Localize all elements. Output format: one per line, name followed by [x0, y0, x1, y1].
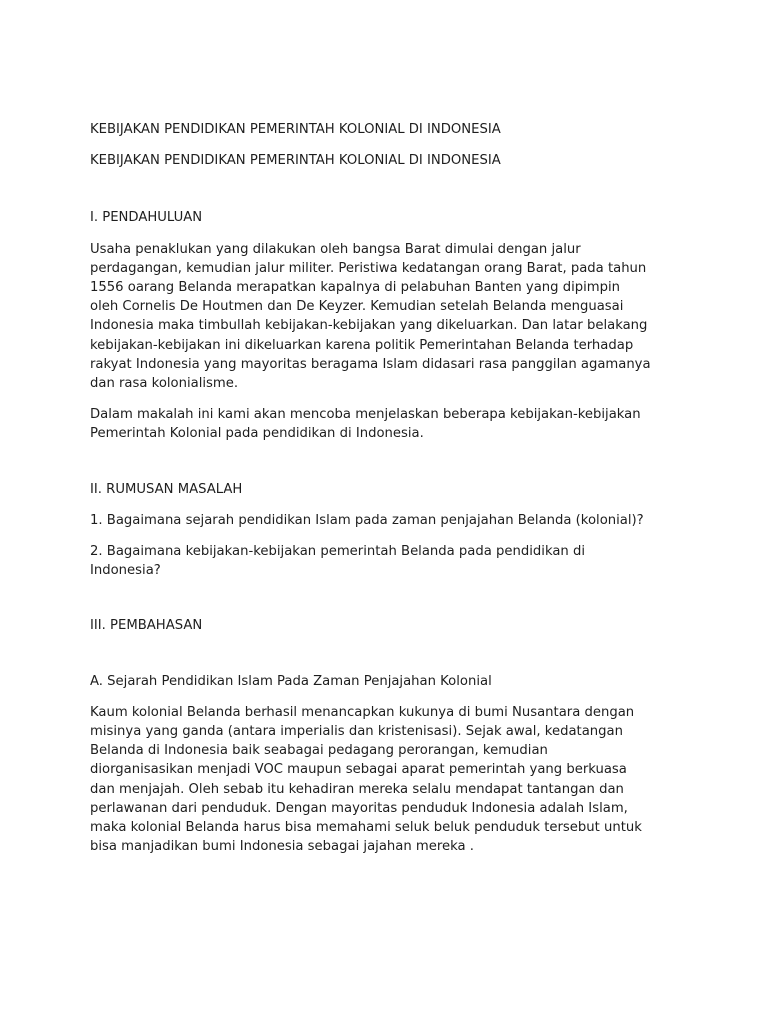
- document-body: [90, 120, 690, 868]
- list-item-question-1: 1. Bagaimana sejarah pendidikan Islam pada zaman penjajahan Belanda (kolonial)?: [90, 512, 644, 528]
- spacer: [90, 592, 690, 616]
- spacer: [90, 182, 690, 208]
- list-item-question-2: [90, 542, 690, 580]
- document-title: KEBIJAKAN PENDIDIKAN PEMERINTAH KOLONIAL DI INDONESIA: [90, 122, 501, 137]
- paragraph-pendahuluan-1: [90, 240, 690, 394]
- text-line: oleh Cornelis De Houtmen dan De Keyzer. Kemudian setelah Belanda menguasai: [90, 299, 624, 315]
- paragraph-sejarah: [90, 703, 690, 857]
- text-line: 1556 oarang Belanda merapatkan kapalnya di pelabuhan Banten yang dipimpin: [90, 280, 621, 296]
- text-line: bisa manjadikan bumi Indonesia sebagai jajahan mereka .: [90, 839, 474, 855]
- text-line: Usaha penaklukan yang dilakukan oleh bangsa Barat dimulai dengan jalur: [90, 241, 581, 257]
- subsection-heading-sejarah: A. Sejarah Pendidikan Islam Pada Zaman Penjajahan Kolonial: [90, 673, 492, 689]
- text-line: kebijakan-kebijakan ini dikeluarkan karena politik Pemerintahan Belanda terhadap: [90, 337, 634, 353]
- text-line: Indonesia maka timbullah kebijakan-kebijakan yang dikeluarkan. Dan latar belakang: [90, 318, 648, 334]
- text-line: maka kolonial Belanda harus bisa memahami seluk beluk penduduk tersebut untuk: [90, 820, 642, 836]
- text-line: perlawanan dari penduduk. Dengan mayoritas penduduk Indonesia adalah Islam,: [90, 800, 628, 816]
- spacer: [90, 456, 690, 480]
- text-line: Belanda di Indonesia baik seabagai pedagang perorangan, kemudian: [90, 743, 548, 759]
- text-line: misinya yang ganda (antara imperialis dan kristenisasi). Sejak awal, kedatangan: [90, 724, 623, 740]
- text-line: Indonesia?: [90, 563, 161, 579]
- document-title-repeat: KEBIJAKAN PENDIDIKAN PEMERINTAH KOLONIAL DI INDONESIA: [90, 153, 501, 169]
- section-heading-pendahuluan: I. PENDAHULUAN: [90, 210, 203, 226]
- text-line: 2. Bagaimana kebijakan-kebijakan pemerintah Belanda pada pendidikan di: [90, 544, 586, 560]
- text-line: Pemerintah Kolonial pada pendidikan di Indonesia.: [90, 426, 424, 442]
- paragraph-pendahuluan-2: [90, 405, 690, 443]
- text-line: dan rasa kolonialisme.: [90, 376, 239, 392]
- text-line: rakyat Indonesia yang mayoritas beragama Islam didasari rasa panggilan agamanya: [90, 356, 651, 372]
- spacer: [90, 648, 690, 672]
- section-heading-rumusan-masalah: II. RUMUSAN MASALAH: [90, 481, 243, 497]
- section-heading-pembahasan: III. PEMBAHASAN: [90, 618, 203, 634]
- text-line: Kaum kolonial Belanda berhasil menancapkan kukunya di bumi Nusantara dengan: [90, 704, 635, 720]
- text-line: perdagangan, kemudian jalur militer. Peristiwa kedatangan orang Barat, pada tahun: [90, 260, 647, 276]
- text-line: Dalam makalah ini kami akan mencoba menjelaskan beberapa kebijakan-kebijakan: [90, 407, 641, 423]
- text-line: dan menjajah. Oleh sebab itu kehadiran mereka selalu mendapat tantangan dan: [90, 781, 624, 797]
- text-line: diorganisasikan menjadi VOC maupun sebagai aparat pemerintah yang berkuasa: [90, 762, 627, 778]
